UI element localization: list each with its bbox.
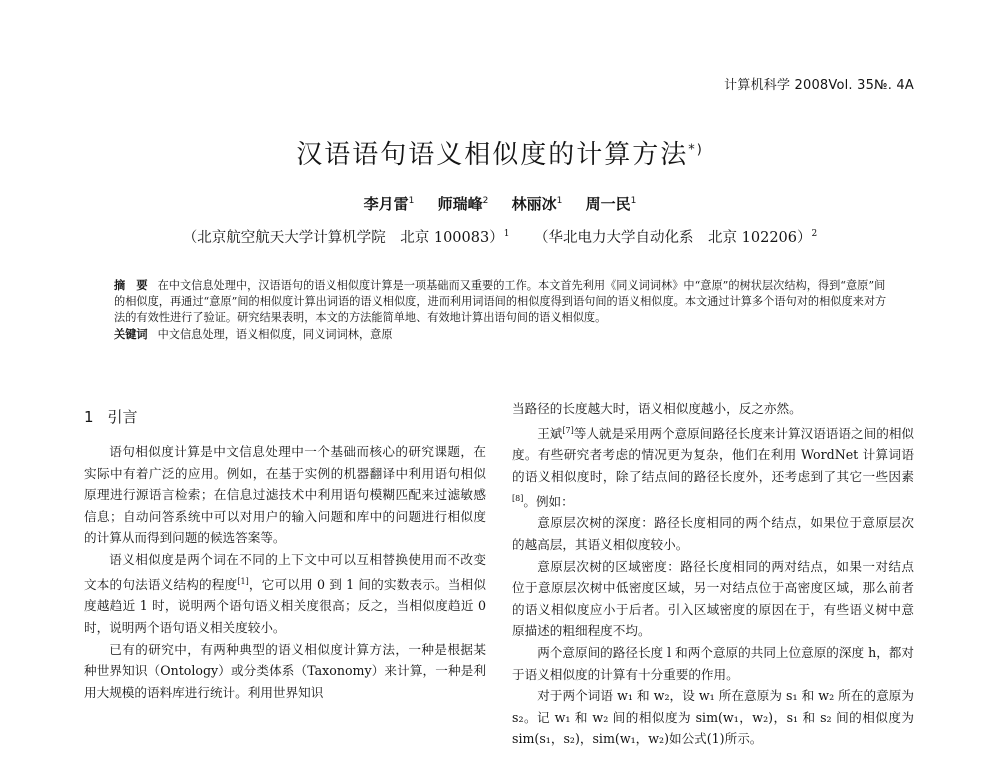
citation: [7] [562,425,574,435]
paragraph: 意原层次树的区域密度：路径长度相同的两对结点，如果一对结点位于意原层次树中低密度区域，另一对结点位于高密度区域，那么前者的语义相似度应小于后者。引入区域密度的原因在于，有些语义树中意原描述的粗细程度不均。 [512,558,914,639]
left-column [84,406,486,703]
author: 林丽冰$^1$ [511,195,563,213]
paragraph: 当路径的长度越大时，语义相似度越小，反之亦然。 [512,401,802,416]
journal-header: 计算机科学 2008Vol. 35№. 4A [724,78,914,93]
keywords [114,327,894,343]
paragraph: 语句相似度计算是中文信息处理中一个基础而核心的研究课题，在实际中有着广泛的应用。例如，在基于实例的机器翻译中利用语句相似原理进行源语言检索；在信息过滤技术中利用语句模糊匹配来过滤敏感信息；自动问答系统中可以对用户的输入问题和库中的问题进行相似度的计算从而得到问题的候选答案等。 [84,444,486,546]
section-number: 1 [84,408,94,426]
author: 周一民$^1$ [585,195,637,213]
abstract-block [114,278,894,343]
keywords-label: 关键词 [114,327,148,341]
paragraph: 语义相似度是两个词在不同的上下文中可以互相替换使用而不改变文本的句法语义结构的程度[1]，它可以用 0 到 1 间的实数表示。当相似度越趋近 1 时，说明两个语句语义相关度很高；反之，当相似度趋近 0 时，说明两个语句语义相关度较小。 [84,551,486,635]
title-footnote-mark: *) [688,142,704,158]
affiliation: （北京航空航天大学计算机学院 北京 100083）$^1$ [182,229,510,246]
abstract-text: 在中文信息处理中，汉语语句的语义相似度计算是一项基础而又重要的工作。本文首先利用《同义词词林》中“意原”的树状层次结构，得到“意原”间的相似度，再通过“意原”间的相似度计算出词语的语义相似度，进而利用词语间的相似度得到语句间的语义相似度。本文通过计算多个语句对的相似度来对方法的有效性进行了验证。研究结果表明，本文的方法能简单地、有效地计算出语句间的语义相似度。 [114,279,887,325]
keywords-text: 中文信息处理，语义相似度，同义词词林，意原 [157,327,393,341]
paragraph: 对于两个词语 w₁ 和 w₂，设 w₁ 所在意原为 s₁ 和 w₂ 所在的意原为 s₂。记 w₁ 和 w₂ 间的相似度为 sim(w₁，w₂)，s₁ 和 s₂ 间的相似度为 sim(s₁，s₂)，sim(w₁，w₂)如公式(1)所示。 [512,688,914,747]
abstract-label: 摘 要 [114,279,148,292]
paragraph: 已有的研究中，有两种典型的语义相似度计算方法，一种是根据某种世界知识（Ontology）或分类体系（Taxonomy）来计算，一种是利用大规模的语料库进行统计。利用世界知识 [84,641,486,700]
right-column [512,398,914,750]
paragraph: 王斌[7]等人就是采用两个意原间路径长度来计算汉语语语之间的相似度。有些研究者考虑的情况更为复杂，他们在利用 WordNet 计算词语的语义相似度时，除了结点间的路径长度外，还考虑到了其它一些因素[8]。例如： [512,425,915,509]
author-list [0,193,1000,214]
citation: [1] [237,576,249,586]
paragraph: 意原层次树的深度：路径长度相同的两个结点，如果位于意原层次的越高层，其语义相似度较小。 [512,515,914,552]
paragraph: 两个意原间的路径长度 l 和两个意原的共同上位意原的深度 h，都对于语义相似度的计算有十分重要的作用。 [512,644,914,682]
section-heading [84,406,486,427]
affiliation: （华北电力大学自动化系 北京 102206）$^2$ [534,229,818,246]
title-text: 汉语语句语义相似度的计算方法 [296,140,689,170]
section-title: 引言 [107,408,138,426]
author: 师瑞峰$^2$ [437,195,489,213]
abstract [114,278,894,327]
author: 李月雷$^1$ [363,195,415,213]
affiliations [0,226,1000,247]
citation: [8] [512,493,524,503]
paper-title [0,134,1000,171]
